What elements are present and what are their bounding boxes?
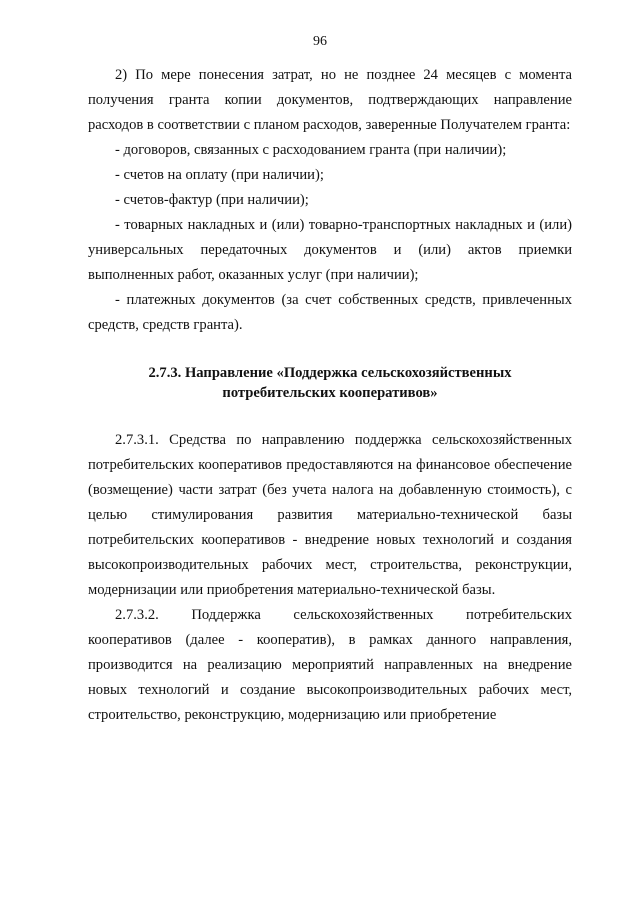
list-item-waybills: - товарных накладных и (или) товарно-транспортных накладных и (или) универсальных передаточных документов и (или) актов приемки выполненных работ, оказанных услуг (при наличии); [88,217,572,283]
section-heading [88,363,572,403]
paragraph-documents-intro: 2) По мере понесения затрат, но не позднее 24 месяцев с момента получения гранта копии документов, подтверждающих направление расходов в соответствии с планом расходов, заверенные Получателем гранта: [88,67,572,133]
paragraph-2-7-3-2: 2.7.3.2. Поддержка сельскохозяйственных потребительских кооперативов (далее - кооператив), в рамках данного направления, производится на реализацию мероприятий направленных на внедрение новых технологий и создание высокопроизводительных рабочих мест, строительство, реконструкцию, модернизацию или приобретение [88,607,572,723]
page-number: 96 [313,34,327,49]
list-item-invoices-for-payment: - счетов на оплату (при наличии); [115,167,324,183]
paragraph-2-7-3-1: 2.7.3.1. Средства по направлению поддержка сельскохозяйственных потребительских кооперативов предоставляются на финансовое обеспечение (возмещение) части затрат (без учета налога на добавленную стоимость), с целью стимулирования развития материально-технической базы потребительских кооперативов - внедрение новых технологий и создания высокопроизводительных рабочих мест, строительства, реконструкции, модернизации или приобретения материально-технической базы. [88,432,572,598]
document-body [88,63,572,728]
section-heading-line-2: потребительских кооперативов» [222,385,438,401]
list-item-payment-documents: - платежных документов (за счет собственных средств, привлеченных средств, средств гранта). [88,292,572,333]
section-heading-line-1: 2.7.3. Направление «Поддержка сельскохозяйственных [148,365,512,381]
list-item-contracts: - договоров, связанных с расходованием гранта (при наличии); [115,142,507,158]
list-item-tax-invoices: - счетов-фактур (при наличии); [115,192,309,208]
